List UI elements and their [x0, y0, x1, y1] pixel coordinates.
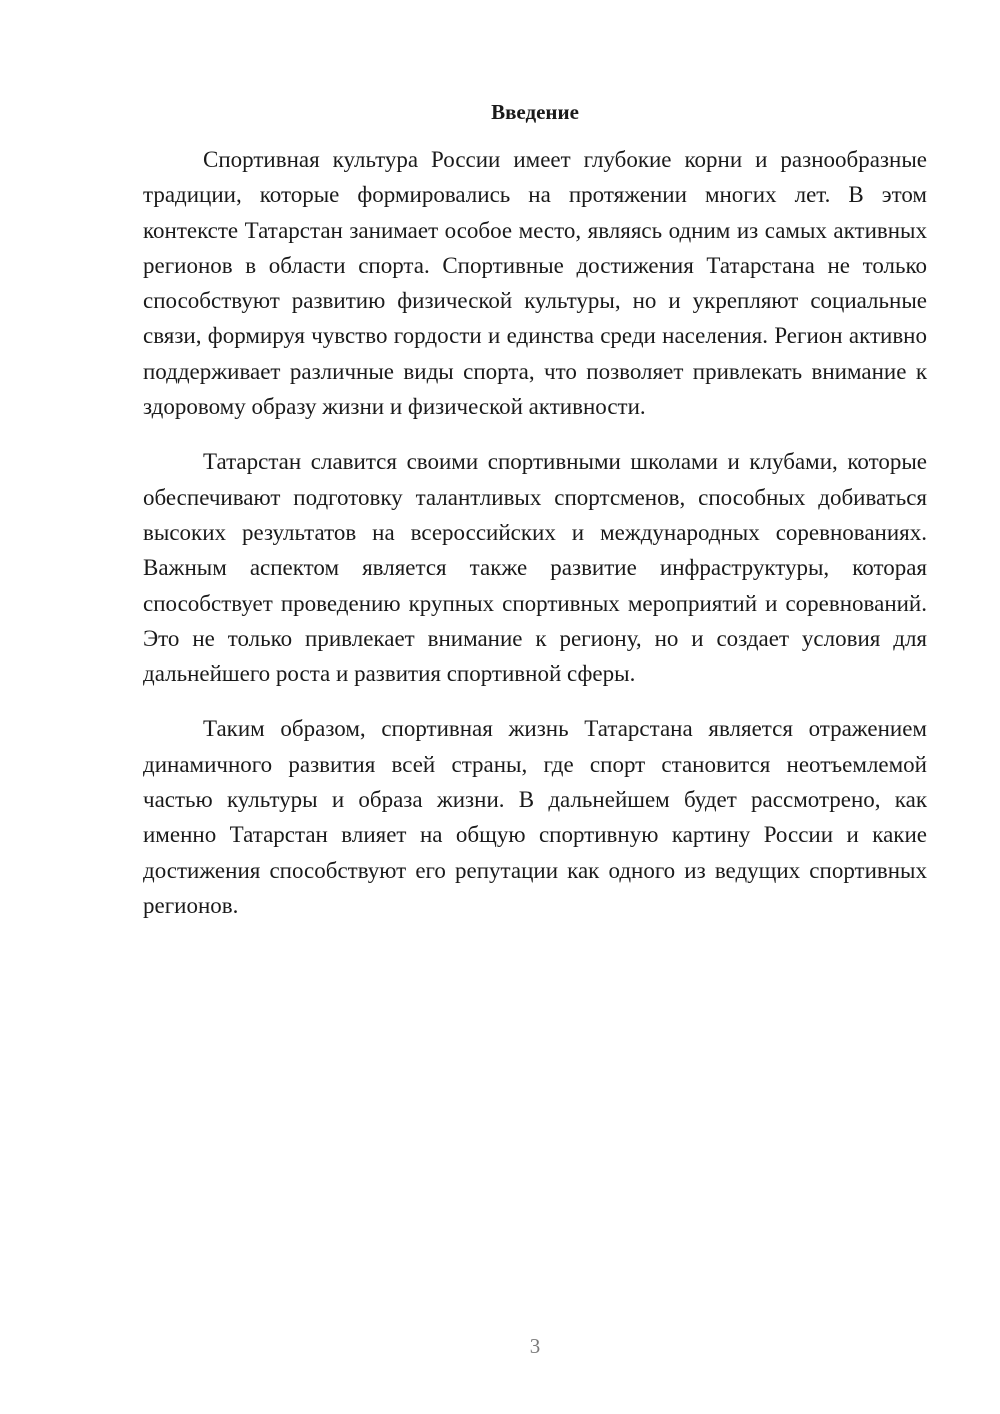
- body-text: [143, 142, 927, 943]
- page-number: 3: [529, 1334, 541, 1358]
- paragraph-3: Таким образом, спортивная жизнь Татарстана является отражением динамичного развития всей страны, где спорт становится неотъемлемой частью культуры и образа жизни. В дальнейшем будет рассмотрено, как именно Татарстан влияет на общую спортивную картину России и какие достижения способствуют его репутации как одного из ведущих спортивных регионов.: [143, 716, 927, 918]
- page-title: Введение: [491, 100, 579, 124]
- paragraph-2: Татарстан славится своими спортивными школами и клубами, которые обеспечивают подготовку талантливых спортсменов, способных добиваться высоких результатов на всероссийских и международных соревнованиях. Важным аспектом является также развитие инфраструктуры, которая способствует проведению крупных спортивных мероприятий и соревнований. Это не только привлекает внимание к региону, но и создает условия для дальнейшего роста и развития спортивной сферы.: [143, 449, 927, 687]
- paragraph-1: Спортивная культура России имеет глубокие корни и разнообразные традиции, которые формировались на протяжении многих лет. В этом контексте Татарстан занимает особое место, являясь одним из самых активных регионов в области спорта. Спортивные достижения Татарстана не только способствуют развитию физической культуры, но и укрепляют социальные связи, формируя чувство гордости и единства среди населения. Регион активно поддерживает различные виды спорта, что позволяет привлекать внимание к здоровому образу жизни и физической активности.: [143, 147, 927, 420]
